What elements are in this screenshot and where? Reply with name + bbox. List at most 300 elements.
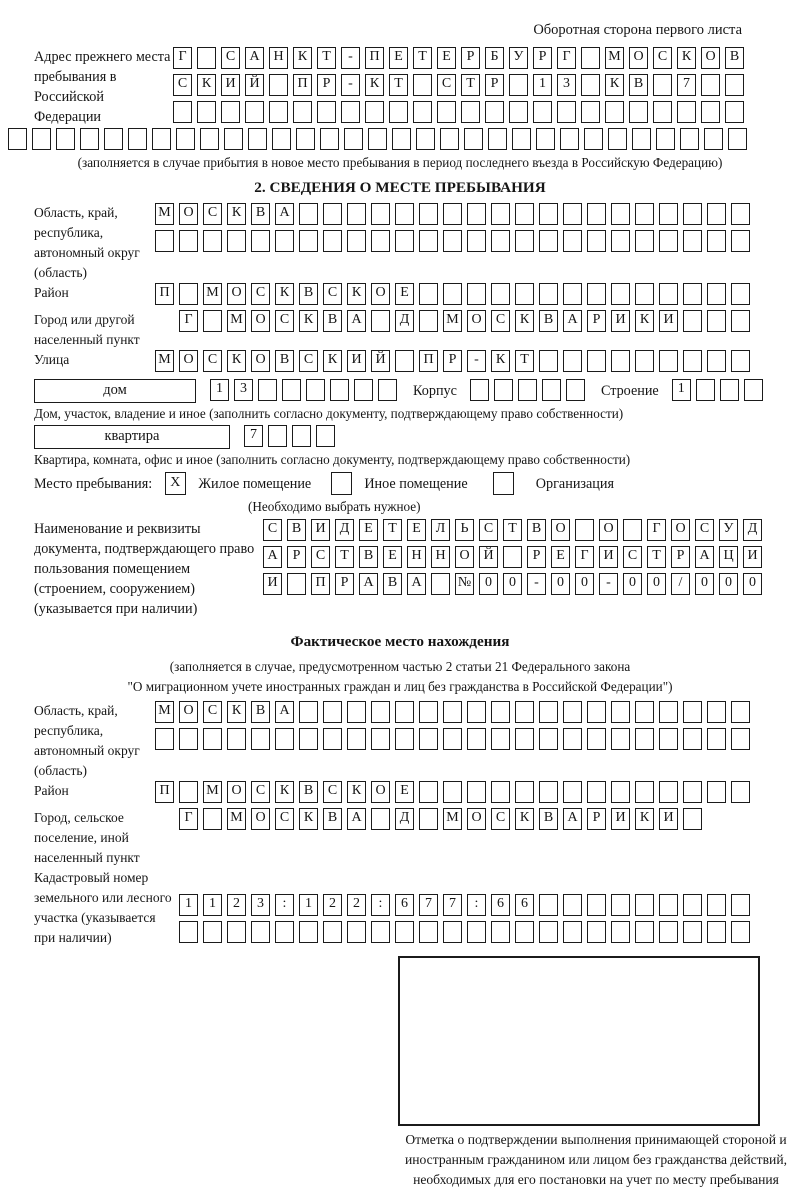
char-box[interactable]	[203, 808, 222, 830]
char-box[interactable]	[581, 101, 600, 123]
char-box[interactable]: А	[695, 546, 714, 568]
char-box[interactable]	[268, 425, 287, 447]
char-box[interactable]	[275, 728, 294, 750]
char-box[interactable]	[395, 203, 414, 225]
char-box[interactable]: А	[263, 546, 282, 568]
char-box[interactable]: О	[467, 808, 486, 830]
char-box[interactable]: О	[701, 47, 720, 69]
char-box[interactable]	[744, 379, 763, 401]
char-box[interactable]: О	[227, 781, 246, 803]
char-box[interactable]: К	[605, 74, 624, 96]
char-box[interactable]	[347, 203, 366, 225]
char-box[interactable]: Г	[173, 47, 192, 69]
char-box[interactable]: В	[725, 47, 744, 69]
char-box[interactable]: Г	[179, 808, 198, 830]
char-box[interactable]	[464, 128, 483, 150]
char-box[interactable]	[635, 894, 654, 916]
char-box[interactable]	[344, 128, 363, 150]
char-box[interactable]: О	[179, 203, 198, 225]
char-box[interactable]	[539, 350, 558, 372]
char-box[interactable]	[293, 101, 312, 123]
char-box[interactable]: О	[251, 350, 270, 372]
char-box[interactable]: :	[275, 894, 294, 916]
char-box[interactable]	[587, 781, 606, 803]
char-box[interactable]: В	[275, 350, 294, 372]
char-box[interactable]: В	[251, 701, 270, 723]
char-box[interactable]	[155, 728, 174, 750]
char-box[interactable]	[203, 310, 222, 332]
char-box[interactable]: Т	[389, 74, 408, 96]
char-box[interactable]: К	[677, 47, 696, 69]
char-box[interactable]: -	[467, 350, 486, 372]
char-box[interactable]	[728, 128, 747, 150]
char-box[interactable]	[563, 781, 582, 803]
char-box[interactable]: К	[515, 310, 534, 332]
char-box[interactable]	[563, 701, 582, 723]
char-box[interactable]: О	[455, 546, 474, 568]
char-box[interactable]	[731, 310, 750, 332]
char-box[interactable]: У	[719, 519, 738, 541]
char-box[interactable]: Д	[395, 808, 414, 830]
char-box[interactable]: М	[155, 350, 174, 372]
char-box[interactable]: 1	[210, 379, 229, 401]
char-box[interactable]: С	[275, 808, 294, 830]
char-box[interactable]	[419, 921, 438, 943]
char-box[interactable]: Д	[395, 310, 414, 332]
char-box[interactable]	[419, 230, 438, 252]
char-box[interactable]: В	[539, 310, 558, 332]
char-box[interactable]	[515, 283, 534, 305]
char-box[interactable]	[515, 203, 534, 225]
char-box[interactable]	[179, 230, 198, 252]
char-box[interactable]	[197, 101, 216, 123]
char-box[interactable]	[683, 894, 702, 916]
char-box[interactable]: Л	[431, 519, 450, 541]
char-box[interactable]	[635, 230, 654, 252]
char-box[interactable]	[539, 283, 558, 305]
char-box[interactable]	[608, 128, 627, 150]
char-box[interactable]	[299, 230, 318, 252]
char-box[interactable]: Т	[413, 47, 432, 69]
char-box[interactable]: А	[347, 808, 366, 830]
char-box[interactable]: 1	[299, 894, 318, 916]
char-box[interactable]	[221, 101, 240, 123]
char-box[interactable]: А	[563, 808, 582, 830]
char-box[interactable]: Р	[461, 47, 480, 69]
char-box[interactable]	[416, 128, 435, 150]
char-box[interactable]: В	[323, 808, 342, 830]
char-box[interactable]: Т	[647, 546, 666, 568]
char-box[interactable]: С	[653, 47, 672, 69]
char-box[interactable]: Е	[407, 519, 426, 541]
char-box[interactable]	[461, 101, 480, 123]
char-box[interactable]	[707, 310, 726, 332]
char-box[interactable]: О	[371, 781, 390, 803]
char-box[interactable]	[251, 921, 270, 943]
char-box[interactable]	[701, 101, 720, 123]
char-box[interactable]	[419, 310, 438, 332]
char-box[interactable]: Т	[335, 546, 354, 568]
char-box[interactable]: Г	[575, 546, 594, 568]
char-box[interactable]	[389, 101, 408, 123]
char-box[interactable]: Н	[269, 47, 288, 69]
char-box[interactable]: К	[275, 283, 294, 305]
char-box[interactable]: С	[323, 781, 342, 803]
char-box[interactable]	[503, 546, 522, 568]
char-box[interactable]	[539, 728, 558, 750]
char-box[interactable]: С	[251, 781, 270, 803]
char-box[interactable]	[296, 128, 315, 150]
char-box[interactable]	[467, 283, 486, 305]
char-box[interactable]	[275, 921, 294, 943]
char-box[interactable]	[467, 921, 486, 943]
char-box[interactable]: С	[491, 310, 510, 332]
char-box[interactable]	[371, 203, 390, 225]
char-box[interactable]	[491, 230, 510, 252]
char-box[interactable]: И	[659, 310, 678, 332]
char-box[interactable]	[533, 101, 552, 123]
char-box[interactable]	[659, 230, 678, 252]
char-box[interactable]: С	[173, 74, 192, 96]
char-box[interactable]: Р	[335, 573, 354, 595]
char-box[interactable]: К	[365, 74, 384, 96]
char-box[interactable]	[323, 921, 342, 943]
char-box[interactable]	[683, 921, 702, 943]
char-box[interactable]: Р	[671, 546, 690, 568]
char-box[interactable]	[563, 203, 582, 225]
char-box[interactable]: М	[203, 781, 222, 803]
char-box[interactable]	[200, 128, 219, 150]
char-box[interactable]	[659, 781, 678, 803]
char-box[interactable]: О	[551, 519, 570, 541]
char-box[interactable]: Р	[287, 546, 306, 568]
char-box[interactable]: 7	[244, 425, 263, 447]
char-box[interactable]	[203, 728, 222, 750]
char-box[interactable]: И	[611, 808, 630, 830]
char-box[interactable]: Й	[479, 546, 498, 568]
char-box[interactable]: 0	[743, 573, 762, 595]
char-box[interactable]	[707, 283, 726, 305]
char-box[interactable]	[179, 781, 198, 803]
char-box[interactable]	[443, 203, 462, 225]
char-box[interactable]	[584, 128, 603, 150]
char-box[interactable]: Е	[359, 519, 378, 541]
char-box[interactable]: П	[419, 350, 438, 372]
char-box[interactable]: К	[347, 283, 366, 305]
char-box[interactable]	[587, 894, 606, 916]
char-box[interactable]: Р	[443, 350, 462, 372]
char-box[interactable]: М	[605, 47, 624, 69]
char-box[interactable]: Ц	[719, 546, 738, 568]
char-box[interactable]	[467, 701, 486, 723]
char-box[interactable]: 7	[677, 74, 696, 96]
char-box[interactable]: 7	[419, 894, 438, 916]
char-box[interactable]	[227, 921, 246, 943]
char-box[interactable]	[197, 47, 216, 69]
char-box[interactable]	[653, 74, 672, 96]
char-box[interactable]: 0	[551, 573, 570, 595]
char-box[interactable]	[251, 230, 270, 252]
char-box[interactable]: /	[671, 573, 690, 595]
char-box[interactable]	[539, 230, 558, 252]
char-box[interactable]: И	[599, 546, 618, 568]
char-box[interactable]: К	[347, 781, 366, 803]
char-box[interactable]: П	[365, 47, 384, 69]
char-box[interactable]: Е	[395, 781, 414, 803]
char-box[interactable]: 3	[557, 74, 576, 96]
char-box[interactable]: 0	[719, 573, 738, 595]
char-box[interactable]	[258, 379, 277, 401]
char-box[interactable]	[287, 573, 306, 595]
char-box[interactable]: С	[479, 519, 498, 541]
char-box[interactable]	[485, 101, 504, 123]
char-box[interactable]	[491, 701, 510, 723]
char-box[interactable]	[611, 894, 630, 916]
char-box[interactable]	[587, 350, 606, 372]
char-box[interactable]: Д	[743, 519, 762, 541]
char-box[interactable]	[635, 203, 654, 225]
char-box[interactable]	[707, 728, 726, 750]
char-box[interactable]	[491, 781, 510, 803]
char-box[interactable]: В	[251, 203, 270, 225]
char-box[interactable]: -	[599, 573, 618, 595]
char-box[interactable]	[731, 283, 750, 305]
char-box[interactable]	[731, 350, 750, 372]
char-box[interactable]: М	[227, 310, 246, 332]
char-box[interactable]	[378, 379, 397, 401]
char-box[interactable]	[701, 74, 720, 96]
char-box[interactable]	[539, 203, 558, 225]
char-box[interactable]: В	[539, 808, 558, 830]
char-box[interactable]	[488, 128, 507, 150]
char-box[interactable]: Г	[647, 519, 666, 541]
char-box[interactable]	[731, 894, 750, 916]
char-box[interactable]: Н	[407, 546, 426, 568]
char-box[interactable]: И	[611, 310, 630, 332]
char-box[interactable]	[227, 230, 246, 252]
char-box[interactable]	[80, 128, 99, 150]
char-box[interactable]	[563, 230, 582, 252]
char-box[interactable]: О	[599, 519, 618, 541]
char-box[interactable]: Е	[389, 47, 408, 69]
char-box[interactable]	[707, 203, 726, 225]
char-box[interactable]	[173, 101, 192, 123]
char-box[interactable]: В	[299, 781, 318, 803]
char-box[interactable]	[515, 728, 534, 750]
char-box[interactable]	[413, 101, 432, 123]
char-box[interactable]	[443, 781, 462, 803]
char-box[interactable]: М	[443, 310, 462, 332]
char-box[interactable]	[443, 701, 462, 723]
char-box[interactable]	[587, 283, 606, 305]
char-box[interactable]: В	[359, 546, 378, 568]
char-box[interactable]: В	[323, 310, 342, 332]
char-box[interactable]	[611, 701, 630, 723]
char-box[interactable]: О	[371, 283, 390, 305]
char-box[interactable]	[725, 74, 744, 96]
char-box[interactable]: О	[227, 283, 246, 305]
char-box[interactable]	[323, 728, 342, 750]
char-box[interactable]	[443, 283, 462, 305]
char-box[interactable]	[632, 128, 651, 150]
char-box[interactable]: И	[743, 546, 762, 568]
char-box[interactable]	[542, 379, 561, 401]
char-box[interactable]	[371, 310, 390, 332]
char-box[interactable]: С	[323, 283, 342, 305]
char-box[interactable]	[656, 128, 675, 150]
char-box[interactable]: П	[311, 573, 330, 595]
char-box[interactable]: 2	[323, 894, 342, 916]
char-box[interactable]	[104, 128, 123, 150]
char-box[interactable]: Р	[485, 74, 504, 96]
char-box[interactable]: В	[299, 283, 318, 305]
char-box[interactable]	[248, 128, 267, 150]
char-box[interactable]: Р	[527, 546, 546, 568]
char-box[interactable]	[653, 101, 672, 123]
char-box[interactable]	[563, 283, 582, 305]
char-box[interactable]	[440, 128, 459, 150]
char-box[interactable]: 1	[179, 894, 198, 916]
char-box[interactable]	[659, 701, 678, 723]
char-box[interactable]: 3	[251, 894, 270, 916]
checkbox-other-premises[interactable]	[331, 472, 352, 495]
char-box[interactable]	[683, 781, 702, 803]
char-box[interactable]	[587, 921, 606, 943]
char-box[interactable]: С	[437, 74, 456, 96]
char-box[interactable]: И	[311, 519, 330, 541]
char-box[interactable]: К	[491, 350, 510, 372]
char-box[interactable]	[611, 283, 630, 305]
char-box[interactable]: -	[341, 47, 360, 69]
char-box[interactable]	[419, 283, 438, 305]
char-box[interactable]	[347, 701, 366, 723]
char-box[interactable]	[707, 230, 726, 252]
char-box[interactable]: С	[203, 701, 222, 723]
char-box[interactable]	[395, 350, 414, 372]
char-box[interactable]: В	[527, 519, 546, 541]
char-box[interactable]	[392, 128, 411, 150]
char-box[interactable]	[731, 921, 750, 943]
char-box[interactable]	[491, 283, 510, 305]
char-box[interactable]: В	[383, 573, 402, 595]
char-box[interactable]	[347, 921, 366, 943]
char-box[interactable]	[371, 230, 390, 252]
char-box[interactable]	[179, 283, 198, 305]
char-box[interactable]	[491, 203, 510, 225]
char-box[interactable]	[470, 379, 489, 401]
char-box[interactable]	[317, 101, 336, 123]
char-box[interactable]: Р	[533, 47, 552, 69]
char-box[interactable]: С	[203, 350, 222, 372]
char-box[interactable]	[282, 379, 301, 401]
char-box[interactable]	[683, 230, 702, 252]
char-box[interactable]	[611, 921, 630, 943]
char-box[interactable]	[680, 128, 699, 150]
char-box[interactable]	[227, 728, 246, 750]
char-box[interactable]	[179, 728, 198, 750]
char-box[interactable]: Д	[335, 519, 354, 541]
char-box[interactable]	[539, 781, 558, 803]
char-box[interactable]	[683, 728, 702, 750]
char-box[interactable]: Т	[461, 74, 480, 96]
char-box[interactable]	[587, 728, 606, 750]
char-box[interactable]: П	[155, 283, 174, 305]
char-box[interactable]: В	[287, 519, 306, 541]
char-box[interactable]	[635, 728, 654, 750]
char-box[interactable]	[32, 128, 51, 150]
char-box[interactable]: -	[527, 573, 546, 595]
char-box[interactable]	[635, 283, 654, 305]
char-box[interactable]	[354, 379, 373, 401]
char-box[interactable]	[365, 101, 384, 123]
char-box[interactable]	[623, 519, 642, 541]
char-box[interactable]	[683, 701, 702, 723]
checkbox-organization[interactable]	[493, 472, 514, 495]
char-box[interactable]	[581, 74, 600, 96]
char-box[interactable]: А	[275, 203, 294, 225]
char-box[interactable]	[269, 101, 288, 123]
char-box[interactable]: П	[293, 74, 312, 96]
char-box[interactable]	[683, 808, 702, 830]
char-box[interactable]: Т	[317, 47, 336, 69]
char-box[interactable]: Т	[383, 519, 402, 541]
char-box[interactable]	[299, 921, 318, 943]
char-box[interactable]	[581, 47, 600, 69]
char-box[interactable]: М	[155, 701, 174, 723]
char-box[interactable]	[419, 203, 438, 225]
char-box[interactable]: С	[263, 519, 282, 541]
char-box[interactable]	[707, 894, 726, 916]
char-box[interactable]	[563, 728, 582, 750]
char-box[interactable]	[491, 921, 510, 943]
char-box[interactable]	[224, 128, 243, 150]
char-box[interactable]: О	[251, 310, 270, 332]
char-box[interactable]	[707, 350, 726, 372]
char-box[interactable]	[371, 921, 390, 943]
char-box[interactable]	[635, 701, 654, 723]
char-box[interactable]	[560, 128, 579, 150]
char-box[interactable]: О	[629, 47, 648, 69]
char-box[interactable]: Й	[245, 74, 264, 96]
char-box[interactable]: М	[443, 808, 462, 830]
char-box[interactable]: К	[635, 310, 654, 332]
char-box[interactable]: К	[293, 47, 312, 69]
char-box[interactable]	[512, 128, 531, 150]
char-box[interactable]: Р	[317, 74, 336, 96]
char-box[interactable]	[659, 894, 678, 916]
char-box[interactable]	[341, 101, 360, 123]
char-box[interactable]: П	[155, 781, 174, 803]
char-box[interactable]: Е	[437, 47, 456, 69]
char-box[interactable]: И	[263, 573, 282, 595]
char-box[interactable]	[323, 230, 342, 252]
char-box[interactable]: К	[227, 701, 246, 723]
char-box[interactable]	[371, 808, 390, 830]
char-box[interactable]	[659, 350, 678, 372]
char-box[interactable]: Й	[371, 350, 390, 372]
char-box[interactable]: 3	[234, 379, 253, 401]
char-box[interactable]: С	[275, 310, 294, 332]
char-box[interactable]	[659, 203, 678, 225]
char-box[interactable]	[395, 230, 414, 252]
char-box[interactable]: У	[509, 47, 528, 69]
char-box[interactable]: А	[275, 701, 294, 723]
char-box[interactable]	[323, 701, 342, 723]
char-box[interactable]: Г	[557, 47, 576, 69]
char-box[interactable]: И	[347, 350, 366, 372]
char-box[interactable]	[536, 128, 555, 150]
char-box[interactable]	[611, 350, 630, 372]
